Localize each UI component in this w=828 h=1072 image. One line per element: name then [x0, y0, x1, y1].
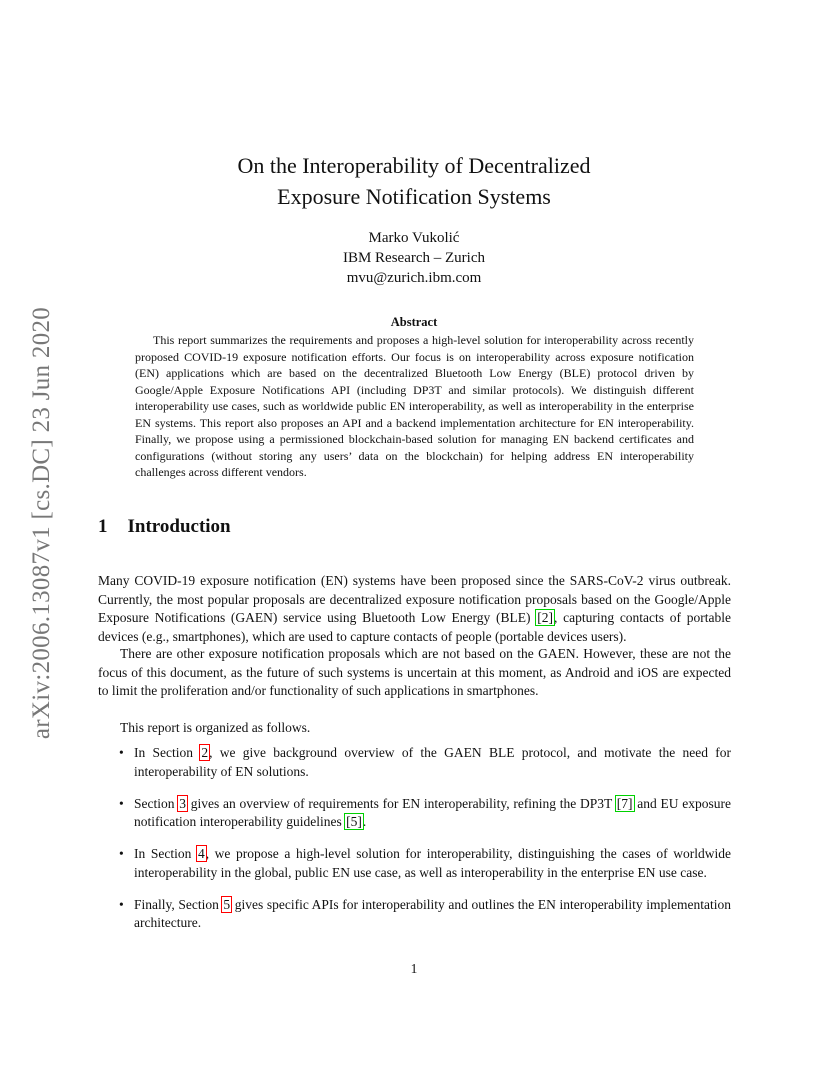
- section-title: Introduction: [127, 516, 231, 537]
- intro-paragraph-1-text-a: Many COVID-19 exposure notification (EN) systems have been proposed since the SARS-CoV-2 virus outbreak. Currently, the most popular proposals are decentralized exposure notification proposals based on the Google/Apple Exposure Notifications (GAEN) service using Bluetooth Low Energy (BLE): [98, 573, 731, 625]
- paper-title: [150, 150, 678, 212]
- paper-title-line-1: On the Interoperability of Decentralized: [237, 153, 591, 178]
- intro-paragraph-3: This report is organized as follows.: [120, 720, 311, 735]
- bullet-text: In Section: [134, 846, 197, 861]
- bullet-text: , we give background overview of the GAEN BLE protocol, and motivate the need for interoperability of EN solutions.: [134, 745, 731, 779]
- list-item: [98, 795, 731, 832]
- abstract-text: This report summarizes the requirements and proposes a high-level solution for interoperability across recently proposed COVID-19 exposure notification efforts. Our focus is on interoperability across exposure notification (EN) applications which are based on the decentralized Bluetooth Low Energy (BLE) protocol driven by Google/Apple Exposure Notifications API (including DP3T and similar protocols). We distinguish different interoperability use cases, such as worldwide public EN interoperability, as well as interoperability in the enterprise EN systems. This report also proposes an API and a backend implementation architecture for EN interoperability. Finally, we propose using a permissioned blockchain-based solution for managing EN backend certificates and configurations (without storing any users’ data on the blockchain) for helping address EN interoperability challenges across different vendors.: [135, 333, 694, 479]
- list-item: [98, 845, 731, 882]
- bullet-text: Finally, Section: [134, 896, 223, 912]
- citation-link-2[interactable]: [2]: [537, 610, 553, 625]
- paper-title-line-2: Exposure Notification Systems: [277, 184, 551, 209]
- bullet-text: and EU exposure notification interoperability guidelines: [134, 795, 731, 829]
- section-heading-introduction: [98, 516, 231, 538]
- section-ref-link-4[interactable]: 4: [197, 846, 205, 861]
- bullet-text: .: [362, 814, 367, 829]
- section-ref-link-2[interactable]: 2: [201, 745, 209, 760]
- author-affiliation: IBM Research – Zurich: [342, 250, 486, 266]
- arxiv-identifier-stamp: [24, 288, 60, 758]
- bullet-text: Section: [134, 795, 179, 811]
- section-ref-link-5[interactable]: 5: [223, 896, 231, 912]
- citation-link-5[interactable]: [5]: [346, 814, 362, 829]
- section-number: 1: [98, 516, 108, 537]
- bullet-text: In Section: [134, 745, 201, 760]
- list-item: [98, 896, 731, 933]
- bullet-text: gives specific APIs for interoperability and outlines the EN interoperability implementation architecture.: [134, 896, 731, 930]
- intro-paragraph-2: There are other exposure notification proposals which are not based on the GAEN. However, these are not the focus of this document, as the future of such systems is uncertain at this moment, as Android and iOS are expected to limit the proliferation and/or functionality of such applications in smartphones.: [98, 646, 731, 698]
- bullet-text: , we propose a high-level solution for interoperability, distinguishing the cases of worldwide interoperability in the global, public EN use case, as well as interoperability in the enterprise EN use case.: [134, 846, 731, 880]
- section-ref-link-3[interactable]: 3: [179, 795, 186, 811]
- outline-bullet-list: [98, 744, 731, 946]
- list-item: [98, 744, 731, 781]
- arxiv-identifier-text: arXiv:2006.13087v1 [cs.DC] 23 Jun 2020: [28, 306, 55, 740]
- author-email: mvu@zurich.ibm.com: [346, 270, 482, 286]
- page-number: 1: [410, 961, 418, 976]
- abstract-heading: Abstract: [390, 315, 438, 329]
- bullet-text: gives an overview of requirements for EN interoperability, refining the DP3T: [187, 795, 616, 811]
- intro-paragraph-1: [98, 572, 731, 646]
- author-block: [214, 228, 614, 288]
- author-name: Marko Vukolić: [368, 230, 460, 246]
- citation-link-7[interactable]: [7]: [616, 795, 633, 811]
- intro-paragraph-1-text-b: , capturing contacts of portable devices (e.g., smartphones), which are used to capture contacts of people (portable devices users).: [98, 610, 731, 644]
